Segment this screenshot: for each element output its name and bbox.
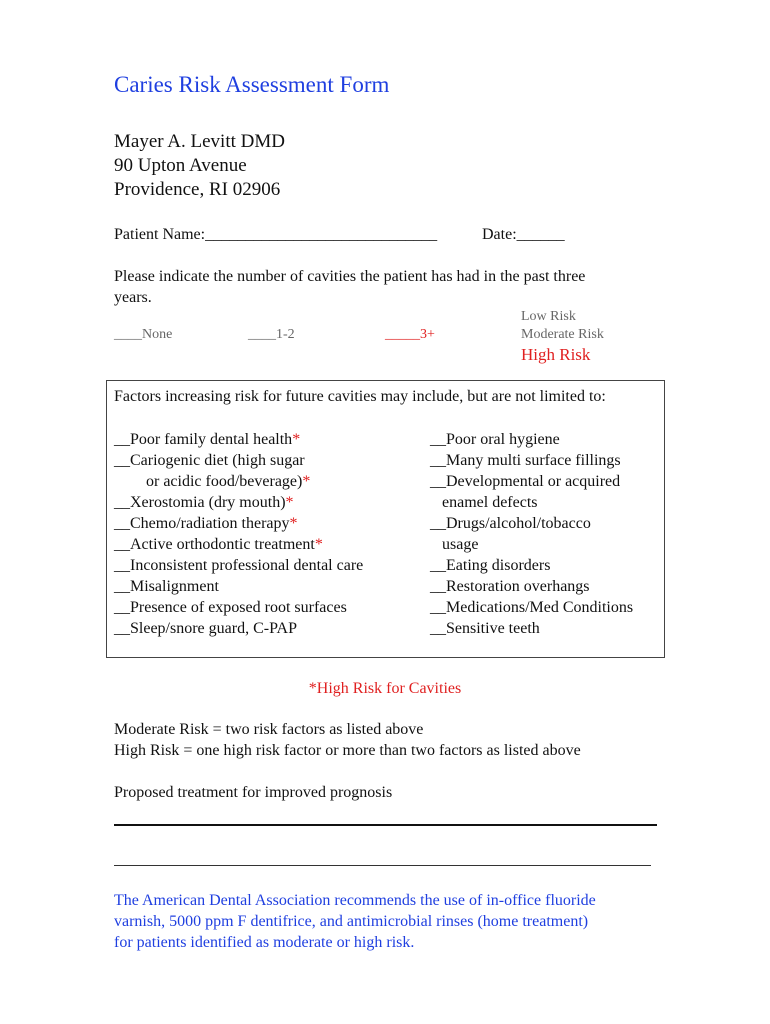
option-none[interactable]: ____None xyxy=(114,327,173,342)
treatment-line-2[interactable] xyxy=(114,865,651,866)
patient-name-label: Patient Name: xyxy=(114,226,206,243)
factor-item[interactable]: __Chemo/radiation therapy* xyxy=(114,515,298,532)
factor-item[interactable]: __Eating disorders xyxy=(430,557,551,574)
factor-item[interactable]: __Inconsistent professional dental care xyxy=(114,557,364,574)
factor-item[interactable]: __Misalignment xyxy=(114,578,219,595)
left-factor-list xyxy=(114,429,363,639)
factor-item[interactable]: __Medications/Med Conditions xyxy=(430,599,634,616)
factor-item[interactable]: __Sleep/snore guard, C-PAP xyxy=(114,620,297,637)
ada-line: varnish, 5000 ppm F dentifrice, and antimicrobial rinses (home treatment) xyxy=(114,913,589,930)
legend-high-risk: High Risk xyxy=(521,345,591,364)
factors-heading: Factors increasing risk for future cavities may include, but are not limited to: xyxy=(114,388,606,405)
right-factor-list xyxy=(430,429,633,639)
factor-item[interactable]: __Developmental or acquired xyxy=(430,473,621,490)
practice-name: Mayer A. Levitt DMD xyxy=(114,131,285,152)
cavity-question-line1: Please indicate the number of cavities the patient has had in the past three xyxy=(114,268,586,285)
factor-item[interactable]: __Active orthodontic treatment* xyxy=(114,536,323,553)
factor-item[interactable]: __Restoration overhangs xyxy=(430,578,590,595)
practice-street: 90 Upton Avenue xyxy=(114,155,247,176)
factor-item[interactable]: __Presence of exposed root surfaces xyxy=(114,599,347,616)
patient-name-field[interactable]: _____________________________ xyxy=(205,226,438,243)
factor-item-continued: usage xyxy=(430,536,479,553)
factor-item[interactable]: __Cariogenic diet (high sugar xyxy=(114,452,305,469)
date-field[interactable]: ______ xyxy=(516,226,565,243)
risk-factors-box xyxy=(106,380,665,658)
ada-recommendation xyxy=(114,890,596,953)
factor-item[interactable]: __Poor oral hygiene xyxy=(430,431,560,448)
factor-item[interactable]: __Many multi surface fillings xyxy=(430,452,621,469)
high-risk-footnote: *High Risk for Cavities xyxy=(308,680,462,697)
factor-item[interactable]: __Drugs/alcohol/tobacco xyxy=(430,515,591,532)
date-label: Date: xyxy=(482,226,517,243)
factor-item[interactable]: __Xerostomia (dry mouth)* xyxy=(114,494,294,511)
date-row xyxy=(482,226,565,244)
option-three-plus[interactable]: _____3+ xyxy=(385,327,435,342)
form-title: Caries Risk Assessment Form xyxy=(114,72,390,97)
treatment-line-1[interactable] xyxy=(114,824,657,826)
factor-item[interactable]: __Poor family dental health* xyxy=(114,431,301,448)
cavity-question-line2: years. xyxy=(114,289,152,306)
patient-name-row xyxy=(114,226,437,244)
factor-item-continued: or acidic food/beverage)* xyxy=(114,473,311,490)
factor-item[interactable]: __Sensitive teeth xyxy=(430,620,540,637)
option-one-two[interactable]: ____1-2 xyxy=(248,327,295,342)
ada-line: The American Dental Association recommends the use of in-office fluoride xyxy=(114,892,596,909)
legend-low-risk: Low Risk xyxy=(521,309,576,324)
legend-moderate-risk: Moderate Risk xyxy=(521,327,604,342)
high-risk-definition: High Risk = one high risk factor or more than two factors as listed above xyxy=(114,742,581,759)
proposed-treatment-label: Proposed treatment for improved prognosis xyxy=(114,784,393,801)
factor-item-continued: enamel defects xyxy=(430,494,538,511)
ada-line: for patients identified as moderate or high risk. xyxy=(114,934,415,951)
moderate-risk-definition: Moderate Risk = two risk factors as listed above xyxy=(114,721,424,738)
practice-city: Providence, RI 02906 xyxy=(114,179,281,200)
